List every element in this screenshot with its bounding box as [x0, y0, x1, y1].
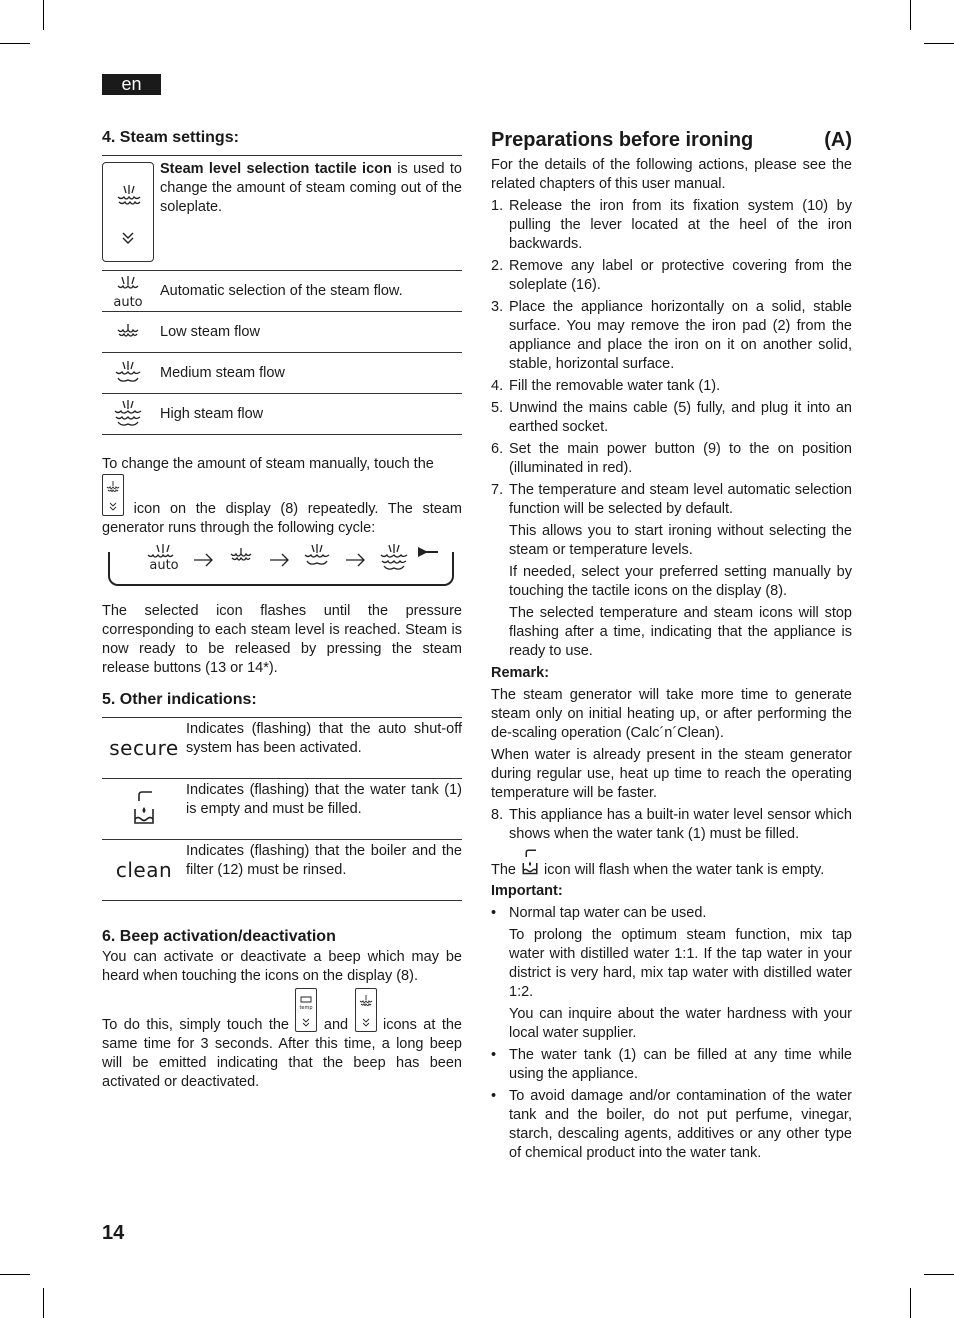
step-item: 4. Fill the removable water tank (1). [491, 378, 721, 394]
steam-panel-small-icon [355, 988, 377, 1032]
steam-cloud-icon [103, 475, 123, 515]
crop-mark [0, 43, 30, 44]
steam-low-icon [115, 322, 141, 342]
chevron-down-icon [120, 231, 136, 245]
beep-text-c: icons at the same time for 3 seconds. After this time, a long beep will be emitted indicating that the beep has been activated or deactivated. [102, 1017, 462, 1090]
steam-intro-bold: Steam level selection tactile icon [160, 161, 392, 177]
crop-mark [924, 43, 954, 44]
steam-row-auto [102, 271, 462, 312]
crop-mark [43, 1288, 44, 1318]
water-tank-icon [131, 789, 157, 829]
indication-text: Indicates (flashing) that the boiler and the filter (12) must be rinsed. [186, 843, 462, 878]
remark-paragraph-2: When water is already present in the steam generator during regular use, heat up time to reach the operating temperature will be faster. [491, 747, 852, 801]
steam-intro-text: is used to change the amount of steam coming out of the soleplate. [160, 161, 462, 215]
bullet-note: You can inquire about the water hardness with your local water supplier. [509, 1006, 852, 1041]
steam-row-high [102, 394, 462, 435]
crop-mark [0, 1274, 30, 1275]
steam-row-label: Automatic selection of the steam flow. [160, 282, 403, 299]
manual-steam-paragraph [102, 455, 462, 538]
steam-cycle-diagram [102, 542, 462, 588]
step-7-note: The selected temperature and steam icons will stop flashing after a time, indicating that the appliance is ready to use. [509, 605, 852, 659]
beep-heading: 6. Beep activation/deactivation [102, 928, 336, 945]
steam-panel-small-icon [102, 474, 124, 516]
step-item: 7. The temperature and steam level automatic selection function will be selected by default. [491, 482, 852, 517]
crop-mark [910, 1288, 911, 1318]
important-label: Important: [491, 883, 563, 899]
water-tank-icon [520, 848, 540, 878]
indication-row-clean [102, 839, 462, 901]
bullet-item: • Normal tap water can be used. [491, 905, 707, 921]
svg-text:auto: auto [113, 295, 143, 310]
beep-text-b: and [317, 1017, 355, 1033]
secure-icon: secure [109, 735, 179, 760]
step-7-note: This allows you to start ironing without selecting the steam or temperature levels. [509, 523, 852, 558]
other-indications-heading: 5. Other indications: [102, 691, 257, 708]
intro-paragraph: For the details of the following actions, please see the related chapters of this user manual. [491, 157, 852, 192]
cycle-note: The selected icon flashes until the pressure corresponding to each steam level is reached. Steam is now ready to be released by pressing the steam release buttons (13 or 14*). [102, 603, 462, 676]
clean-icon: clean [115, 857, 173, 882]
step-7-note: If needed, select your preferred setting manually by touching the tactile icons on the display (8). [509, 564, 852, 599]
indication-text: Indicates (flashing) that the auto shut-off system has been activated. [186, 721, 462, 756]
indication-text: Indicates (flashing) that the water tank (1) is empty and must be filled. [186, 782, 462, 817]
step-item: 5. Unwind the mains cable (5) fully, and plug it into an earthed socket. [491, 400, 852, 435]
page-title: Preparations before ironing [491, 129, 754, 151]
language-tab: en [102, 74, 161, 95]
svg-text:temp: temp [299, 1005, 313, 1011]
steps-list [491, 197, 852, 661]
cycle-icons [102, 542, 462, 588]
manual-text-2: icon on the display (8) repeatedly. The steam generator runs through the following cycle: [102, 501, 462, 536]
crop-mark [924, 1274, 954, 1275]
other-indications-table [102, 717, 462, 901]
step-item: 6. Set the main power button (9) to the on position (illuminated in red). [491, 441, 852, 476]
indication-row-water-tank [102, 778, 462, 839]
steam-row-low [102, 312, 462, 353]
steam-row-label: Low steam flow [160, 323, 260, 340]
beep-paragraph-2 [102, 988, 462, 1092]
manual-text-1: To change the amount of steam manually, touch the [102, 456, 434, 472]
left-column [102, 128, 462, 1092]
steam-panel-icon [102, 162, 154, 262]
preparations-heading [491, 128, 852, 152]
beep-paragraph-1: You can activate or deactivate a beep which may be heard when touching the icons on the display (8). [102, 949, 462, 984]
steam-high-icon [112, 398, 144, 430]
steam-row-label: High steam flow [160, 405, 264, 422]
steam-cloud-icon [115, 183, 143, 211]
step-item: 3. Place the appliance horizontally on a solid, stable surface. You may remove the iron pad (2) from the appliance and place the iron on it on another solid, stable, horizontal surface. [491, 299, 852, 372]
steam-auto-icon [109, 272, 147, 310]
steam-intro [160, 160, 462, 270]
tank-note: The icon will flash when the water tank is empty. [491, 848, 852, 880]
crop-mark [43, 0, 44, 30]
temp-icon [296, 989, 316, 1031]
crop-mark [910, 0, 911, 30]
temp-panel-icon [295, 988, 317, 1032]
remark-paragraph-1: The steam generator will take more time to generate steam only on initial heating up, or after performing the de-scaling operation (Calc´n´Clean). [491, 687, 852, 741]
bullet-item: • To avoid damage and/or contamination of the water tank and the boiler, do not put perfume, vinegar, starch, descaling agents, additives or any other type of chemical product into the water tank. [491, 1088, 852, 1161]
right-column [491, 128, 852, 1163]
step-item: 8. This appliance has a built-in water level sensor which shows when the water tank (1) must be filled. [491, 807, 852, 842]
beep-text-a: To do this, simply touch the [102, 1017, 289, 1033]
indication-row-secure [102, 717, 462, 778]
step-item: 2. Remove any label or protective covering from the soleplate (16). [491, 258, 852, 293]
figure-reference: (A) [824, 129, 852, 151]
bullet-item: • The water tank (1) can be filled at any time while using the appliance. [491, 1047, 852, 1082]
steam-medium-icon [113, 359, 143, 387]
svg-text:auto: auto [149, 558, 179, 573]
steam-selection-row [102, 155, 462, 271]
steam-row-medium [102, 353, 462, 394]
steam-settings-heading: 4. Steam settings: [102, 129, 239, 146]
remark-label: Remark: [491, 665, 550, 681]
page-number: 14 [102, 1222, 125, 1244]
steam-cloud-icon [356, 989, 376, 1031]
step-item: 1. Release the iron from its fixation system (10) by pulling the lever located at the heel of the iron backwards. [491, 198, 852, 252]
steam-row-label: Medium steam flow [160, 364, 285, 381]
bullet-note: To prolong the optimum steam function, mix tap water with distilled water 1:1. If the tap water in your district is very hard, mix tap water with distilled water 1:2. [509, 927, 852, 1000]
